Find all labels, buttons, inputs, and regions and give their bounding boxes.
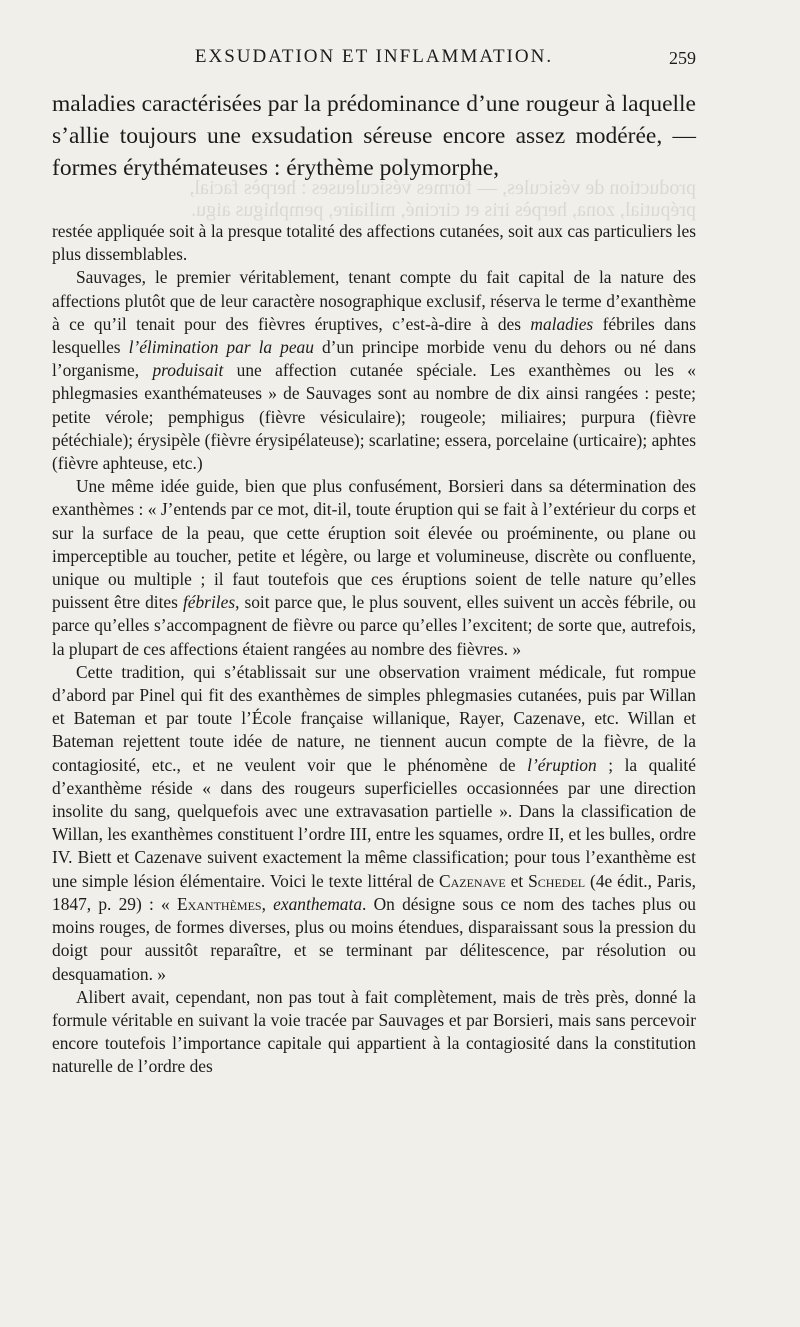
text-run: Cette tradition, qui s’établissait sur une observation vraiment médicale, fut rompue d’abord par Pinel qui fit des exanthèmes de simples phlegmasies cutanées, puis par Willan et Bateman et par toute l’École française willanique, Rayer, Cazenave, etc. Willan et Bateman rejettent toute idée de nature, ne tiennent aucun compte de la fièvre, de la contagiosité, etc., et ne veulent voir que le phénomène de — [52, 661, 696, 775]
smallcaps-run: Schedel — [528, 870, 586, 891]
lead-text: maladies caractérisées par la prédominance d’une rougeur à laquelle s’allie toujours une exsudation séreuse encore assez modérée, — formes érythémateuses : érythème polymorphe, — [52, 91, 696, 181]
text-run: , soit parce que, le plus souvent, elles suivent un accès fébrile, ou parce qu’elles s’accompagnent de fièvre ou parce qu’elles l’excitent; de sorte que, autrefois, la plupart de ces affections étaient rangées au nombre des fièvres. » — [52, 592, 696, 659]
paragraph-continuation: restée appliquée soit à la presque totalité des affections cutanées, soit aux cas particuliers les plus dissemblables. — [52, 221, 696, 265]
paragraph-alibert: Alibert avait, cependant, non pas tout à fait complètement, mais de très près, donné la formule véritable en suivant la voie tracée par Sauvages et par Borsieri, mais sans percevoir encore toutefois l’importance capitale qui appartient à la contagiosité dans la constitution naturelle de l’ordre des — [52, 986, 696, 1077]
italic-run: produisait — [152, 360, 224, 381]
text-run: une affection cutanée spéciale. Les exanthèmes ou les « phlegmasies exanthémateuses » de Sauvages sont au nombre de dix ainsi rangées : peste; petite vérole; pemphigus (fièvre vésiculaire); rougeole; miliaires; purpura (fièvre pétéchiale); érysipèle (fièvre érysipélateuse); scarlatine; essera, porcelaine (urticaire); aphtes (fièvre aphteuse, etc.) — [52, 360, 696, 474]
italic-run: l’éruption — [527, 754, 597, 775]
text-run: Sauvages, le premier véritablement, tenant compte du fait capital de la nature des affections plutôt que de leur caractère nosographique exclusif, réserva le terme d’exanthème à ce qu’il tenait pour des fièvres éruptives, c’est-à-dire à des — [52, 267, 696, 334]
text-run: Une même idée guide, bien que plus confusément, Borsieri dans sa détermination des exanthèmes : « J’entends par ce mot, dit-il, toute éruption qui se fait à l’extérieur du corps et sur la surface de la peau, que cette éruption soit élevée ou proéminente, ou plane ou imperceptible au toucher, petite et légère, ou large et volumineuse, discrète ou confluente, unique ou multiple ; il faut toutefois que ces éruptions soient de telle nature qu’elles puissent être dites — [52, 476, 696, 613]
paragraph-sauvages — [52, 266, 696, 475]
text-run: et — [505, 870, 529, 891]
italic-run: l’élimination par la peau — [128, 337, 314, 358]
running-title: EXSUDATION ET INFLAMMATION. — [194, 46, 554, 67]
smallcaps-run: Exanthèmes — [176, 893, 262, 914]
lead-paragraph — [52, 88, 696, 184]
body-text — [52, 220, 696, 1079]
text-run: (4e édit., Paris, 1847, p. 29) : « — [52, 870, 696, 914]
text-run: d’un principe morbide venu du dehors ou né dans l’organisme, — [52, 337, 697, 381]
text-run: fébriles dans lesquelles — [52, 313, 696, 358]
page-header — [52, 46, 696, 76]
paragraph-borsieri — [52, 475, 696, 661]
text-run: ; la qualité d’exanthème réside « dans des rougeurs superficielles occasionnées par une direction insolite du sang, quelquefois avec une extravasation partielle ». Dans la classification de Willan, les exanthèmes constituent l’ordre III, entre les squames, ordre II, et les bulles, ordre IV. Biett et Cazenave suivent exactement la même classification; pour tous l’exanthème est une simple lésion élémentaire. Voici le texte littéral de — [52, 754, 696, 891]
italic-run: fébriles — [182, 592, 236, 613]
bleed-through-line: production de vésicules, — formes vésiculeuses : herpès facial, — [189, 177, 696, 199]
italic-run: exanthemata — [273, 893, 363, 914]
italic-run: maladies — [530, 313, 594, 334]
text-run: . On désigne sous ce nom des taches plus ou moins rouges, de formes diverses, plus ou moins étendues, disparaissant sous la pression du doigt pour aussitôt reparaître, et se terminant par délitescence, par résolution ou desquamation. » — [52, 893, 696, 984]
paragraph-tradition — [52, 661, 696, 986]
bleed-through-text — [52, 177, 696, 221]
bleed-through-line: préputial, zona, herpès iris et circiné, miliaire, pemphigus aigu. — [191, 199, 696, 221]
page-number: 259 — [669, 48, 696, 68]
smallcaps-run: Cazenave — [439, 870, 506, 891]
text-run: , — [261, 893, 274, 914]
